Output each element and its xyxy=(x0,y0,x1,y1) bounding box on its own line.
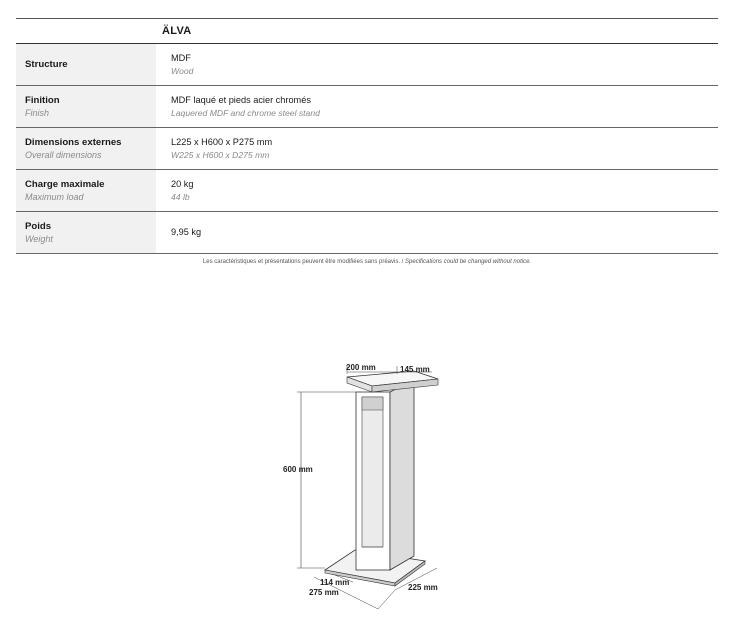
note-fr: Les caractéristiques et présentations peuvent être modifiées sans préavis. / xyxy=(202,259,404,265)
base-depth-label: 275 mm xyxy=(309,588,339,597)
label-fr: Charge maximale xyxy=(25,178,105,190)
label-en: Weight xyxy=(25,233,53,244)
label-fr: Dimensions externes xyxy=(25,136,122,148)
label-fr: Poids xyxy=(25,220,52,232)
column-opening xyxy=(362,397,383,547)
note-en: Specifications could be changed without notice. xyxy=(405,259,532,265)
value-en: W225 x H600 x D275 mm xyxy=(171,149,270,160)
value-fr: MDF xyxy=(171,52,191,63)
value-en: Laquered MDF and chrome steel stand xyxy=(171,107,320,118)
height-label: 600 mm xyxy=(283,465,313,474)
top-depth-label: 145 mm xyxy=(400,365,430,374)
value-fr: 9,95 kg xyxy=(171,227,202,237)
base-inner-label: 114 mm xyxy=(320,578,350,587)
value-fr: L225 x H600 x P275 mm xyxy=(171,136,273,147)
column-side xyxy=(390,380,414,570)
top-width-label: 200 mm xyxy=(346,363,376,372)
label-fr: Structure xyxy=(25,59,68,70)
value-en: 44 lb xyxy=(171,191,190,202)
label-en: Maximum load xyxy=(25,191,84,202)
label-en: Finish xyxy=(25,107,50,118)
display-box xyxy=(362,397,383,410)
base-corner-line xyxy=(378,590,395,609)
value-fr: MDF laqué et pieds acier chromés xyxy=(171,94,311,105)
value-en: Wood xyxy=(171,65,194,76)
label-fr: Finition xyxy=(25,94,60,106)
value-fr: 20 kg xyxy=(171,178,194,189)
product-name: ÄLVA xyxy=(16,19,718,44)
base-width-label: 225 mm xyxy=(408,583,438,592)
label-en: Overall dimensions xyxy=(25,149,102,160)
